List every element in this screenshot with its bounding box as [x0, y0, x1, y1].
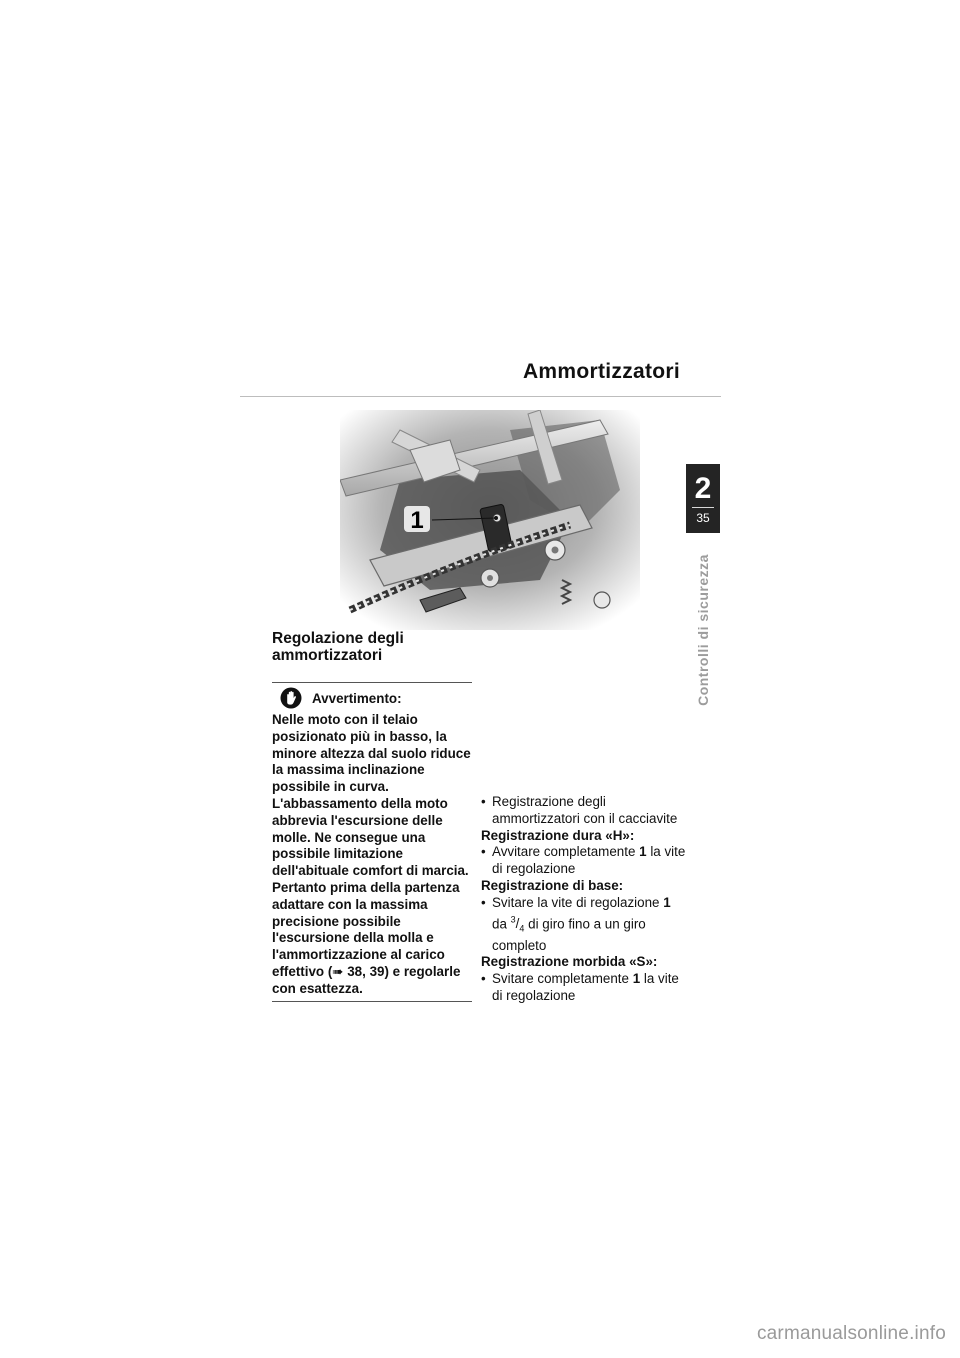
list-item-text: la vite di regolazione	[492, 844, 686, 877]
part-number: 1	[632, 971, 641, 987]
list-item: • Avvitare completamente 1 la vite di regolazione	[481, 844, 686, 877]
warning-text-part: e regolarle con esattezza.	[272, 963, 461, 996]
watermark: carmanualsonline.info	[756, 1323, 946, 1344]
fraction-numerator: 3	[510, 914, 516, 925]
part-number: 1	[639, 844, 647, 860]
warning-paragraph: L'abbassamento della moto abbrevia l'escursione delle molle. Ne consegue una possibile limitazione dell'abituale comfort di marcia.	[272, 795, 469, 879]
warning-label: Avvertimento:	[312, 690, 402, 706]
list-item-text: la vite di regolazione	[492, 971, 679, 1003]
callout-number: 1	[410, 507, 424, 534]
left-column	[272, 630, 472, 1002]
setting-heading-base: Registrazione di base:	[481, 877, 624, 893]
side-chapter-label: Controlli di sicurezza	[695, 554, 711, 706]
chapter-tab	[686, 464, 720, 533]
chapter-number: 2	[694, 472, 712, 505]
list-item-text: di giro fino a un giro completo	[492, 916, 646, 953]
list-item-text: da	[492, 916, 507, 932]
list-item: • Svitare completamente 1 la vite di regolazione	[481, 971, 679, 1003]
section-heading: Regolazione degli ammortizzatori	[272, 630, 404, 664]
warning-paragraph: Nelle moto con il telaio posizionato più in basso, la minore altezza dal suolo riduce la massima inclinazione possibile in curva.	[272, 712, 471, 795]
page-reference: (➠ 38, 39)	[327, 963, 389, 979]
title-divider	[240, 396, 721, 397]
list-item-text: Svitare la vite di regolazione	[492, 894, 660, 910]
warning-box	[272, 682, 472, 1002]
warning-header	[272, 686, 472, 710]
list-item-text: Registrazione degli ammortizzatori con il cacciavite	[492, 794, 678, 826]
page-number: 35	[696, 511, 710, 525]
list-item-text: Avvitare completamente	[492, 844, 636, 860]
list-item-text: Svitare completamente	[492, 971, 629, 987]
page-title: Ammortizzatori	[522, 360, 680, 383]
stop-hand-icon	[280, 687, 302, 709]
chapter-tab-divider	[692, 507, 714, 508]
right-column	[481, 794, 686, 1005]
setting-heading-hard: Registrazione dura «H»:	[481, 827, 635, 843]
setting-heading-soft: Registrazione morbida «S»:	[481, 954, 658, 970]
warning-text-part: Pertanto prima della partenza adattare con la massima precisione possibile l'escursione della molla e l'ammortizzazione al carico effettivo	[272, 879, 460, 979]
list-item: • Registrazione degli ammortizzatori con il cacciavite	[481, 794, 678, 826]
shock-absorber-photo	[340, 410, 640, 630]
list-item: • Svitare la vite di regolazione 1 da $^3/_4$ di giro fino a un giro completo	[481, 894, 671, 953]
warning-paragraph	[272, 880, 472, 998]
warning-text	[272, 712, 472, 998]
fraction: $^3/_4$	[510, 914, 525, 934]
fraction-denominator: 4	[519, 923, 525, 934]
part-number: 1	[663, 894, 671, 910]
